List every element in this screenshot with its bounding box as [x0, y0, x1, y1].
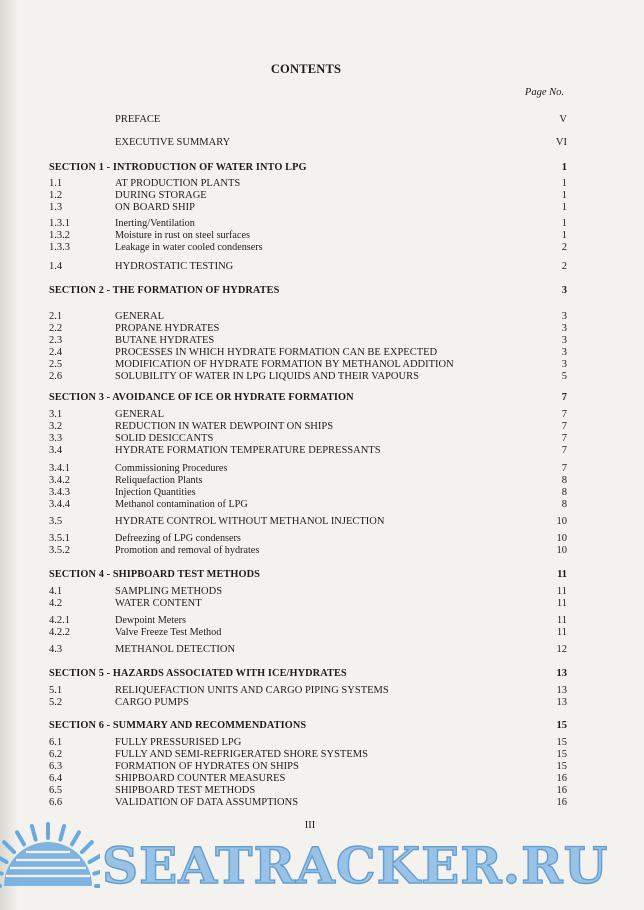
toc-entry-page: 3: [561, 347, 567, 358]
toc-entry-number: 4.2: [49, 598, 63, 609]
toc-entry-number: 4.3: [49, 644, 63, 655]
toc-entry-label: RELIQUEFACTION UNITS AND CARGO PIPING SYSTEMS: [115, 685, 389, 696]
toc-entry-page: 15: [556, 749, 567, 760]
section-page: 7: [561, 392, 567, 403]
toc-entry-label: PROCESSES IN WHICH HYDRATE FORMATION CAN BE EXPECTED: [115, 347, 438, 358]
toc-entry-label: FULLY AND SEMI-REFRIGERATED SHORE SYSTEMS: [115, 749, 368, 760]
toc-entry-page: 7: [561, 421, 567, 432]
toc-entry-page: 5: [561, 371, 567, 382]
toc-entry-number: 2.1: [49, 311, 63, 322]
sun-ray: [90, 855, 100, 862]
toc-entry: [49, 475, 567, 487]
sun-ray: [4, 842, 14, 852]
section-title: SECTION 4 - SHIPBOARD TEST METHODS: [49, 569, 261, 580]
toc-entry-label: SAMPLING METHODS: [115, 586, 223, 597]
toc-entry-label: SOLID DESICCANTS: [115, 433, 214, 444]
toc-entry-number: 6.5: [49, 785, 63, 796]
sun-ray: [94, 870, 100, 874]
section-heading: [49, 162, 567, 174]
toc-entry-number: 1.3.3: [49, 242, 70, 253]
toc-entry-page: 7: [561, 445, 567, 456]
toc-entry-number: 1.3.1: [49, 218, 70, 229]
toc-entry-number: 1.1: [49, 178, 63, 189]
toc-entry-label: HYDRATE FORMATION TEMPERATURE DEPRESSANTS: [115, 445, 381, 456]
toc-entry-page: 11: [556, 627, 567, 638]
toc-entry: [49, 516, 567, 528]
toc-entry-label: Promotion and removal of hydrates: [115, 545, 260, 556]
toc-entry-number: 6.4: [49, 773, 63, 784]
toc-entry-number: 3.3: [49, 433, 63, 444]
toc-entry-number: 3.5.2: [49, 545, 70, 556]
toc-entry-preface: [115, 114, 567, 126]
toc-entry-label: Injection Quantities: [115, 487, 196, 498]
toc-entry: [49, 644, 567, 656]
toc-entry-page: 7: [561, 433, 567, 444]
toc-entry-page: 10: [556, 545, 567, 556]
section-heading: [49, 285, 567, 297]
toc-entry-page: VI: [555, 137, 567, 148]
toc-entry: [49, 242, 567, 254]
page-number-column-label: Page No.: [524, 87, 564, 98]
watermark: [0, 818, 644, 910]
toc-entry: [49, 545, 567, 557]
toc-entry-label: METHANOL DETECTION: [115, 644, 236, 655]
toc-entry-label: DURING STORAGE: [115, 190, 207, 201]
section-title: SECTION 6 - SUMMARY AND RECOMMENDATIONS: [49, 720, 307, 731]
toc-entry: [49, 261, 567, 273]
toc-entry: [49, 773, 567, 785]
toc-entry-number: 1.3: [49, 202, 63, 213]
sun-ray: [72, 832, 79, 844]
section-page: 1: [561, 162, 567, 173]
toc-entry: [49, 533, 567, 545]
toc-entry-number: 4.2.1: [49, 615, 70, 626]
toc-entry: [49, 311, 567, 323]
toc-entry-page: 1: [561, 218, 567, 229]
toc-entry-page: 8: [561, 499, 567, 510]
toc-entry: [49, 785, 567, 797]
toc-entry-page: 10: [556, 516, 567, 527]
toc-entry-page: 11: [556, 598, 567, 609]
toc-entry-label: HYDROSTATIC TESTING: [115, 261, 234, 272]
toc-entry-number: 2.2: [49, 323, 63, 334]
toc-entry-page: 3: [561, 311, 567, 322]
toc-entry-label: GENERAL: [115, 311, 164, 322]
toc-entry-number: 3.4.2: [49, 475, 70, 486]
section-page: 11: [557, 569, 567, 580]
section-title: SECTION 3 - AVOIDANCE OF ICE OR HYDRATE FORMATION: [49, 392, 354, 403]
toc-entry-page: 11: [556, 586, 567, 597]
toc-entry-page: 3: [561, 359, 567, 370]
sun-burst-icon: [0, 818, 100, 910]
toc-entry-number: 5.2: [49, 697, 63, 708]
page-folio: III: [304, 820, 316, 831]
section-heading: [49, 392, 567, 404]
sun-ray: [0, 855, 6, 862]
toc-entry: [49, 749, 567, 761]
toc-entry-number: 6.1: [49, 737, 63, 748]
toc-entry-label: Commissioning Procedures: [115, 463, 228, 474]
toc-entry: [49, 433, 567, 445]
toc-entry-number: 1.2: [49, 190, 63, 201]
toc-entry-number: 3.4.4: [49, 499, 70, 510]
toc-entry-label: MODIFICATION OF HYDRATE FORMATION BY METHANOL ADDITION: [115, 359, 454, 370]
toc-entry-label: CARGO PUMPS: [115, 697, 189, 708]
toc-entry-label: VALIDATION OF DATA ASSUMPTIONS: [115, 797, 299, 808]
toc-entry-number: 2.4: [49, 347, 63, 358]
toc-entry-number: 3.4: [49, 445, 63, 456]
toc-entry-page: 13: [556, 697, 567, 708]
toc-entry-label: REDUCTION IN WATER DEWPOINT ON SHIPS: [115, 421, 334, 432]
toc-entry-page: 1: [561, 230, 567, 241]
toc-entry: [49, 371, 567, 383]
toc-entry: [49, 409, 567, 421]
sun-ray: [60, 826, 64, 840]
toc-entry-page: 16: [556, 797, 567, 808]
toc-entry-number: 6.3: [49, 761, 63, 772]
section-title: SECTION 1 - INTRODUCTION OF WATER INTO LPG: [49, 162, 307, 173]
toc-entry-number: 5.1: [49, 685, 63, 696]
toc-entry-page: 15: [556, 761, 567, 772]
toc-entry-page: 3: [561, 335, 567, 346]
toc-entry-label: Moisture in rust on steel surfaces: [115, 230, 250, 241]
toc-entry: [49, 499, 567, 511]
toc-entry-label: PREFACE: [115, 114, 161, 125]
sun-ray: [82, 842, 92, 852]
watermark-text: SEATRACKER.RU: [102, 836, 609, 895]
toc-entry: [49, 598, 567, 610]
toc-entry-label: GENERAL: [115, 409, 164, 420]
toc-entry-number: 2.3: [49, 335, 63, 346]
toc-entry: [49, 202, 567, 214]
toc-entry-label: SHIPBOARD TEST METHODS: [115, 785, 256, 796]
toc-entry-page: 13: [556, 685, 567, 696]
toc-entry-label: FORMATION OF HYDRATES ON SHIPS: [115, 761, 299, 772]
toc-entry-executive-summary: [115, 137, 567, 149]
toc-entry-label: Methanol contamination of LPG: [115, 499, 248, 510]
toc-entry-label: ON BOARD SHIP: [115, 202, 195, 213]
toc-entry-page: 10: [556, 533, 567, 544]
section-heading: [49, 720, 567, 732]
toc-entry: [49, 347, 567, 359]
sun-ray: [17, 832, 24, 844]
toc-entry-label: WATER CONTENT: [115, 598, 202, 609]
toc-entry-label: SHIPBOARD COUNTER MEASURES: [115, 773, 286, 784]
toc-entry-label: Dewpoint Meters: [115, 615, 187, 626]
section-page: 3: [561, 285, 567, 296]
toc-entry-label: EXECUTIVE SUMMARY: [115, 137, 231, 148]
toc-entry-page: 1: [561, 202, 567, 213]
toc-entry-label: SOLUBILITY OF WATER IN LPG LIQUIDS AND THEIR VAPOURS: [115, 371, 419, 382]
toc-entry-page: 3: [561, 323, 567, 334]
toc-entry-label: FULLY PRESSURISED LPG: [115, 737, 242, 748]
toc-entry-number: 6.6: [49, 797, 63, 808]
toc-entry: [49, 761, 567, 773]
toc-entry-page: 2: [561, 261, 567, 272]
toc-entry-page: V: [559, 114, 567, 125]
toc-entry-page: 8: [561, 487, 567, 498]
toc-entry-page: 7: [561, 463, 567, 474]
toc-entry-label: Valve Freeze Test Method: [115, 627, 222, 638]
toc-entry-label: PROPANE HYDRATES: [115, 323, 220, 334]
toc-entry-label: Reliquefaction Plants: [115, 475, 203, 486]
toc-entry-number: 3.2: [49, 421, 63, 432]
toc-entry-label: HYDRATE CONTROL WITHOUT METHANOL INJECTION: [115, 516, 385, 527]
toc-entry-number: 4.2.2: [49, 627, 70, 638]
page-title: CONTENTS: [270, 62, 342, 76]
toc-entry-number: 3.5.1: [49, 533, 70, 544]
toc-entry: [49, 615, 567, 627]
toc-entry: [49, 421, 567, 433]
sun-ray: [32, 826, 36, 840]
toc-entry: [49, 737, 567, 749]
toc-entry-label: Inerting/Ventilation: [115, 218, 195, 229]
toc-entry-number: 6.2: [49, 749, 63, 760]
toc-entry-number: 3.4.3: [49, 487, 70, 498]
toc-entry-page: 1: [561, 190, 567, 201]
section-page: 15: [556, 720, 567, 731]
toc-entry-number: 3.1: [49, 409, 63, 420]
sun-ray: [0, 870, 2, 874]
toc-entry: [49, 335, 567, 347]
toc-entry-number: 2.6: [49, 371, 63, 382]
toc-entry: [49, 697, 567, 709]
toc-entry-page: 2: [561, 242, 567, 253]
section-title: SECTION 5 - HAZARDS ASSOCIATED WITH ICE/HYDRATES: [49, 668, 347, 679]
toc-entry: [49, 463, 567, 475]
toc-entry: [49, 359, 567, 371]
toc-entry-page: 7: [561, 409, 567, 420]
toc-entry: [49, 230, 567, 242]
toc-entry-page: 8: [561, 475, 567, 486]
toc-entry: [49, 797, 567, 809]
toc-entry-label: AT PRODUCTION PLANTS: [115, 178, 241, 189]
toc-entry-number: 3.5: [49, 516, 63, 527]
toc-entry-number: 4.1: [49, 586, 63, 597]
toc-entry: [49, 218, 567, 230]
toc-entry-page: 1: [561, 178, 567, 189]
toc-entry: [49, 323, 567, 335]
toc-entry-page: 15: [556, 737, 567, 748]
toc-entry-label: BUTANE HYDRATES: [115, 335, 215, 346]
section-page: 13: [556, 668, 567, 679]
toc-entry: [49, 627, 567, 639]
toc-entry-number: 1.3.2: [49, 230, 70, 241]
toc-entry: [49, 178, 567, 190]
section-heading: [49, 569, 567, 581]
toc-entry-number: 3.4.1: [49, 463, 70, 474]
toc-entry-page: 12: [556, 644, 567, 655]
toc-entry-label: Defreezing of LPG condensers: [115, 533, 241, 544]
toc-entry-label: Leakage in water cooled condensers: [115, 242, 263, 253]
section-heading: [49, 668, 567, 680]
toc-entry-page: 16: [556, 785, 567, 796]
toc-entry: [49, 487, 567, 499]
toc-entry-number: 2.5: [49, 359, 63, 370]
toc-entry-page: 16: [556, 773, 567, 784]
toc-entry-number: 1.4: [49, 261, 63, 272]
toc-entry: [49, 685, 567, 697]
toc-entry: [49, 445, 567, 457]
toc-entry: [49, 586, 567, 598]
toc-entry: [49, 190, 567, 202]
toc-entry-page: 11: [556, 615, 567, 626]
section-title: SECTION 2 - THE FORMATION OF HYDRATES: [49, 285, 280, 296]
